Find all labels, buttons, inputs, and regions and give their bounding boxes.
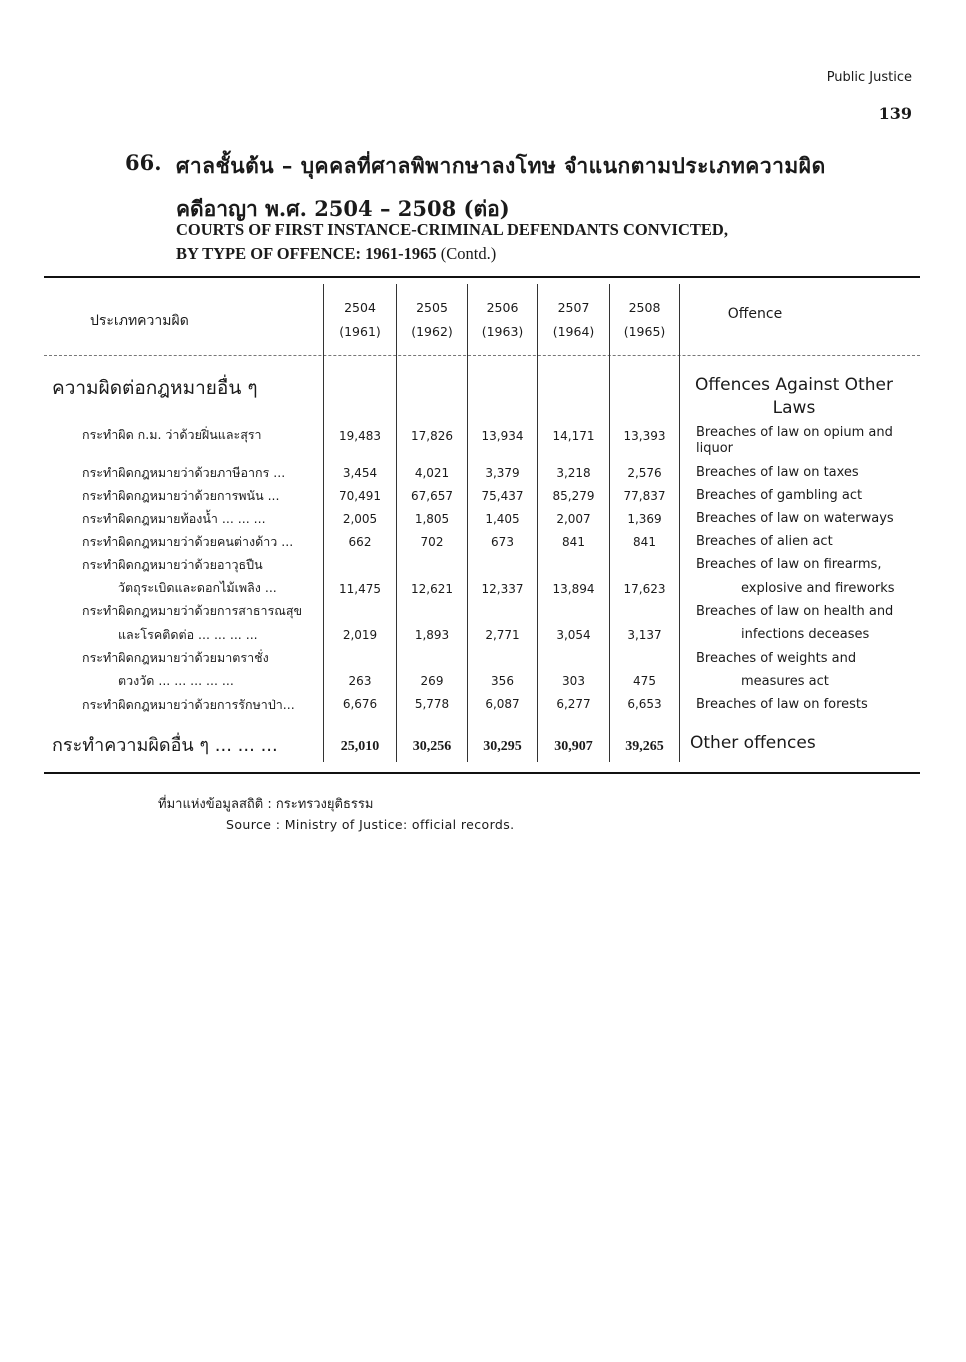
table-number: 66. xyxy=(125,150,162,175)
section-heading-english: Offences Against Other Laws xyxy=(695,375,893,418)
header-year-1964 xyxy=(538,296,609,344)
table-cell: 303 xyxy=(562,674,585,688)
table-cell: 12,621 xyxy=(411,582,453,596)
total-cell: 30,295 xyxy=(483,739,522,754)
header-year-1963 xyxy=(468,296,537,344)
row-offence-english: Breaches of law on health and xyxy=(696,604,894,619)
year-ce: (1962) xyxy=(411,324,453,339)
table-cell: 4,021 xyxy=(414,466,450,480)
table-cell: 13,934 xyxy=(481,429,524,443)
year-be: 2507 xyxy=(557,300,590,315)
row-offence-english: Breaches of law on forests xyxy=(696,697,868,712)
table-cell: 17,623 xyxy=(623,582,666,596)
row-offence-thai: กระทำผิดกฎหมายว่าด้วยการสาธารณสุข xyxy=(82,603,303,618)
table-cell: 13,393 xyxy=(623,429,666,443)
table-cell: 5,778 xyxy=(414,697,450,711)
total-cell: 39,265 xyxy=(625,739,664,754)
table-cell: 19,483 xyxy=(339,429,381,443)
table-cell: 3,054 xyxy=(556,628,591,642)
total-row-english: Other offences xyxy=(690,733,816,753)
table-cell: 1,405 xyxy=(485,512,520,526)
row-offence-thai: กระทำผิดกฎหมายท้องน้ำ ... ... ... xyxy=(82,511,266,526)
table-cell: 2,019 xyxy=(342,628,378,642)
year-ce: (1964) xyxy=(552,324,595,339)
year-be: 2504 xyxy=(344,300,376,315)
row-offence-english: Breaches of law on waterways xyxy=(696,511,894,526)
title-english-line-1: COURTS OF FIRST INSTANCE-CRIMINAL DEFENDANTS CONVICTED, xyxy=(176,220,728,239)
year-ce: (1963) xyxy=(481,324,524,339)
table-cell: 3,379 xyxy=(485,466,520,480)
header-year-1961 xyxy=(324,296,396,344)
table-cell: 2,005 xyxy=(342,512,378,526)
source-english: Source : Ministry of Justice: official records. xyxy=(226,817,515,832)
table-cell: 1,369 xyxy=(627,512,662,526)
total-row-thai: กระทำความผิดอื่น ๆ ... ... ... xyxy=(52,735,278,756)
row-offence-english: Breaches of law on opium and liquor xyxy=(696,425,893,456)
table-cell: 263 xyxy=(348,674,372,688)
title-contd: (Contd.) xyxy=(440,244,497,263)
year-be: 2506 xyxy=(486,300,519,315)
table-cell: 75,437 xyxy=(481,489,524,503)
row-offence-thai: กระทำผิดกฎหมายว่าด้วยอาวุธปืน xyxy=(82,557,263,572)
title-thai-line-2: คดีอาญา พ.ศ. 2504 – 2508 (ต่อ) xyxy=(176,196,510,221)
table-cell: 17,826 xyxy=(411,429,453,443)
table-cell: 2,576 xyxy=(627,466,662,480)
table-cell: 702 xyxy=(420,535,444,549)
table-cell: 1,805 xyxy=(414,512,450,526)
row-offence-english: Breaches of gambling act xyxy=(696,488,863,503)
row-offence-english-cont: infections deceases xyxy=(741,627,870,642)
table-top-rule xyxy=(44,276,920,278)
row-offence-thai: กระทำผิดกฎหมายว่าด้วยการรักษาป่า... xyxy=(82,697,295,712)
table-cell: 6,087 xyxy=(485,697,520,711)
header-offence-thai: ประเภทความผิด xyxy=(90,313,189,329)
table-cell: 841 xyxy=(633,535,656,549)
table-cell: 6,676 xyxy=(342,697,378,711)
table-cell: 475 xyxy=(633,674,656,688)
row-offence-thai-cont: ตวงวัด ... ... ... ... ... xyxy=(118,673,234,688)
table-cell: 1,893 xyxy=(414,628,450,642)
title-english-line-2 xyxy=(176,244,496,264)
page-number: 139 xyxy=(878,104,912,123)
total-cell: 25,010 xyxy=(340,739,380,754)
section-heading-thai: ความผิดต่อกฎหมายอื่น ๆ xyxy=(52,377,258,399)
row-offence-english-cont: explosive and fireworks xyxy=(741,581,895,596)
row-offence-thai: กระทำผิดกฎหมายว่าด้วยมาตราชั่ง xyxy=(82,650,269,665)
row-offence-thai-cont: และโรคติดต่อ ... ... ... ... xyxy=(118,627,258,642)
header-offence-english: Offence xyxy=(727,306,783,322)
table-bottom-rule xyxy=(44,772,920,774)
year-be: 2508 xyxy=(628,300,661,315)
row-offence-english-cont: measures act xyxy=(741,674,829,689)
row-offence-thai: กระทำผิดกฎหมายว่าด้วยการพนัน ... xyxy=(82,488,280,503)
table-cell: 662 xyxy=(348,535,372,549)
table-cell: 6,277 xyxy=(556,697,591,711)
table-cell: 269 xyxy=(420,674,444,688)
table-cell: 11,475 xyxy=(339,582,381,596)
table-cell: 841 xyxy=(562,535,585,549)
table-cell: 2,007 xyxy=(556,512,591,526)
table-cell: 77,837 xyxy=(623,489,666,503)
source-thai: ที่มาแห่งข้อมูลสถิติ : กระทรวงยุติธรรม xyxy=(158,797,374,812)
table-cell: 2,771 xyxy=(485,628,520,642)
header-year-1965 xyxy=(610,296,679,344)
table-cell: 14,171 xyxy=(552,429,595,443)
section-label: Public Justice xyxy=(826,70,912,85)
year-ce: (1961) xyxy=(339,324,381,339)
total-cell: 30,256 xyxy=(412,739,452,754)
table-cell: 673 xyxy=(491,535,514,549)
column-divider xyxy=(679,284,680,762)
row-offence-thai-cont: วัตถุระเบิดและดอกไม้เพลิง ... xyxy=(118,580,277,595)
year-be: 2505 xyxy=(416,300,448,315)
row-offence-english: Breaches of alien act xyxy=(696,534,833,549)
table-cell: 3,137 xyxy=(627,628,662,642)
table-cell: 70,491 xyxy=(339,489,381,503)
header-year-1962 xyxy=(397,296,467,344)
title-thai-line-1: ศาลชั้นต้น – บุคคลที่ศาลพิพากษาลงโทษ จำแนกตามประเภทความผิด xyxy=(176,153,826,178)
row-offence-thai: กระทำผิดกฎหมายว่าด้วยภาษีอากร ... xyxy=(82,465,286,480)
row-offence-english: Breaches of law on firearms, xyxy=(696,557,882,572)
table-cell: 3,218 xyxy=(556,466,591,480)
table-cell: 6,653 xyxy=(627,697,662,711)
table-cell: 13,894 xyxy=(552,582,595,596)
table-cell: 67,657 xyxy=(411,489,453,503)
table-cell: 3,454 xyxy=(342,466,378,480)
row-offence-english: Breaches of law on taxes xyxy=(696,465,859,480)
table-cell: 356 xyxy=(491,674,514,688)
row-offence-thai: กระทำผิด ก.ม. ว่าด้วยฝิ่นและสุรา xyxy=(82,427,262,442)
year-ce: (1965) xyxy=(623,324,666,339)
title-english-main: BY TYPE OF OFFENCE: 1961-1965 xyxy=(176,244,437,263)
row-offence-english: Breaches of weights and xyxy=(696,651,857,666)
header-separator xyxy=(44,355,920,356)
row-offence-thai: กระทำผิดกฎหมายว่าด้วยคนต่างด้าว ... xyxy=(82,534,294,549)
total-cell: 30,907 xyxy=(554,739,593,754)
table-cell: 12,337 xyxy=(481,582,524,596)
table-cell: 85,279 xyxy=(552,489,595,503)
